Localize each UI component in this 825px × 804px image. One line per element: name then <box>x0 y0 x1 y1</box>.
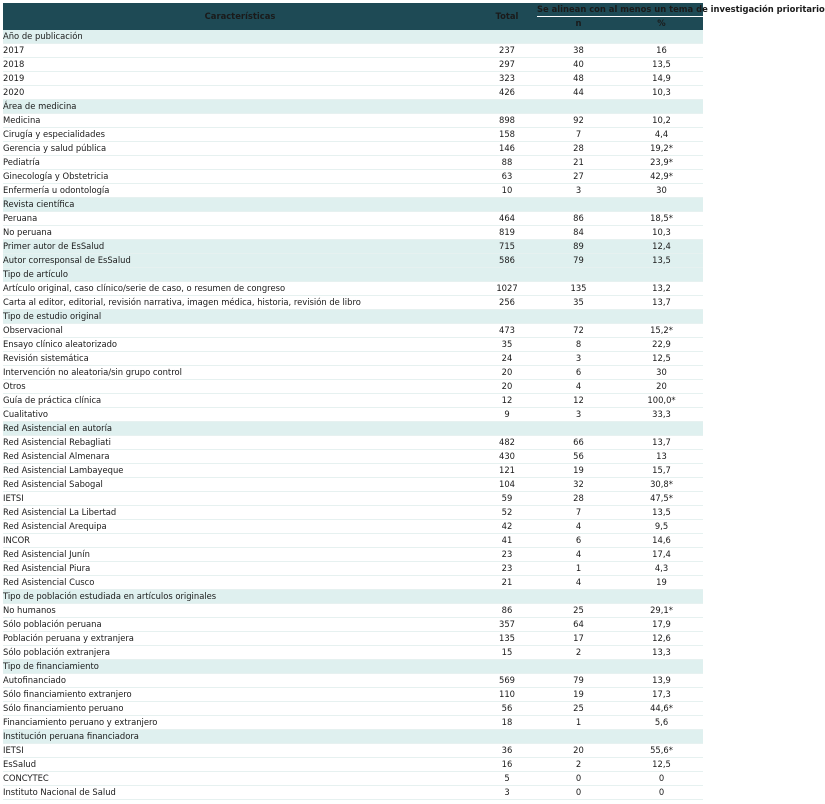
row-label: Red Asistencial Piura <box>3 562 477 576</box>
row-percent: 0 <box>620 772 703 786</box>
row-n: 8 <box>537 338 620 352</box>
section-row <box>3 422 703 436</box>
row-n: 25 <box>537 604 620 618</box>
row-percent: 13,5 <box>620 254 703 268</box>
section-row <box>3 730 703 744</box>
row-n: 89 <box>537 240 620 254</box>
row-total: 23 <box>477 548 537 562</box>
row-n: 0 <box>537 786 620 800</box>
section-row <box>3 240 703 254</box>
row-percent: 13 <box>620 450 703 464</box>
row-total <box>477 268 537 282</box>
characteristics-table <box>3 3 825 800</box>
header-priority-alignment: Se alinean con al menos un tema de investigación prioritario <box>537 3 703 17</box>
row-total: 9 <box>477 408 537 422</box>
row-total: 24 <box>477 352 537 366</box>
row-percent: 22,9 <box>620 338 703 352</box>
row-total: 473 <box>477 324 537 338</box>
row-percent: 19,2* <box>620 142 703 156</box>
row-percent: 13,5 <box>620 58 703 72</box>
row-n: 35 <box>537 296 620 310</box>
row-total: 10 <box>477 184 537 198</box>
row-n: 72 <box>537 324 620 338</box>
row-total: 36 <box>477 744 537 758</box>
row-label: Institución peruana financiadora <box>3 730 477 744</box>
table-row <box>3 674 703 688</box>
header-total: Total <box>477 3 537 30</box>
row-total: 21 <box>477 576 537 590</box>
row-n: 92 <box>537 114 620 128</box>
table-row <box>3 576 703 590</box>
row-label: Revista científica <box>3 198 477 212</box>
row-label: Red Asistencial Almenara <box>3 450 477 464</box>
row-total: 12 <box>477 394 537 408</box>
row-n: 32 <box>537 478 620 492</box>
row-n: 44 <box>537 86 620 100</box>
row-percent: 55,6* <box>620 744 703 758</box>
row-percent: 100,0* <box>620 394 703 408</box>
row-label: Población peruana y extranjera <box>3 632 477 646</box>
row-total: 41 <box>477 534 537 548</box>
row-percent: 12,5 <box>620 352 703 366</box>
section-row <box>3 198 703 212</box>
row-percent <box>620 422 703 436</box>
table-row <box>3 44 703 58</box>
row-n: 25 <box>537 702 620 716</box>
row-n <box>537 100 620 114</box>
row-percent: 47,5* <box>620 492 703 506</box>
row-label: Sólo población extranjera <box>3 646 477 660</box>
row-percent: 10,3 <box>620 86 703 100</box>
row-n: 21 <box>537 156 620 170</box>
row-total: 16 <box>477 758 537 772</box>
row-total: 135 <box>477 632 537 646</box>
row-percent: 14,6 <box>620 534 703 548</box>
row-label: No humanos <box>3 604 477 618</box>
table-body <box>3 30 703 800</box>
row-label: Medicina <box>3 114 477 128</box>
row-label: 2019 <box>3 72 477 86</box>
row-percent: 13,5 <box>620 506 703 520</box>
table-row <box>3 86 703 100</box>
table-row <box>3 716 703 730</box>
table-row <box>3 72 703 86</box>
table-row <box>3 744 703 758</box>
row-total: 20 <box>477 366 537 380</box>
row-percent: 44,6* <box>620 702 703 716</box>
row-label: Artículo original, caso clínico/serie de caso, o resumen de congreso <box>3 282 477 296</box>
table-row <box>3 646 703 660</box>
row-total <box>477 198 537 212</box>
row-n: 28 <box>537 142 620 156</box>
row-total <box>477 30 537 44</box>
row-label: Tipo de población estudiada en artículos originales <box>3 590 477 604</box>
row-label: Gerencia y salud pública <box>3 142 477 156</box>
section-row <box>3 310 703 324</box>
row-total: 237 <box>477 44 537 58</box>
table-row <box>3 338 703 352</box>
row-label: IETSI <box>3 744 477 758</box>
row-label: Cirugía y especialidades <box>3 128 477 142</box>
row-label: 2017 <box>3 44 477 58</box>
section-row <box>3 590 703 604</box>
row-total: 63 <box>477 170 537 184</box>
row-total: 256 <box>477 296 537 310</box>
row-percent: 29,1* <box>620 604 703 618</box>
row-label: Ginecología y Obstetricia <box>3 170 477 184</box>
table-row <box>3 212 703 226</box>
row-n: 66 <box>537 436 620 450</box>
row-total: 104 <box>477 478 537 492</box>
row-n: 79 <box>537 674 620 688</box>
row-n <box>537 310 620 324</box>
table-row <box>3 786 703 800</box>
row-percent: 4,3 <box>620 562 703 576</box>
row-label: Sólo población peruana <box>3 618 477 632</box>
row-total: 18 <box>477 716 537 730</box>
row-n <box>537 30 620 44</box>
table-row <box>3 184 703 198</box>
row-total: 357 <box>477 618 537 632</box>
row-label: Red Asistencial Sabogal <box>3 478 477 492</box>
row-percent: 10,2 <box>620 114 703 128</box>
row-label: Ensayo clínico aleatorizado <box>3 338 477 352</box>
row-label: Observacional <box>3 324 477 338</box>
row-n: 20 <box>537 744 620 758</box>
row-total: 20 <box>477 380 537 394</box>
table-row <box>3 324 703 338</box>
row-percent <box>620 730 703 744</box>
row-percent: 23,9* <box>620 156 703 170</box>
row-percent <box>620 198 703 212</box>
row-label: Cualitativo <box>3 408 477 422</box>
row-total <box>477 730 537 744</box>
table-row <box>3 114 703 128</box>
row-percent: 0 <box>620 786 703 800</box>
header-row <box>3 3 703 17</box>
row-total <box>477 422 537 436</box>
row-n <box>537 660 620 674</box>
row-label: EsSalud <box>3 758 477 772</box>
row-total: 569 <box>477 674 537 688</box>
section-row <box>3 100 703 114</box>
row-total: 464 <box>477 212 537 226</box>
section-row <box>3 660 703 674</box>
row-n: 38 <box>537 44 620 58</box>
row-n: 64 <box>537 618 620 632</box>
row-label: No peruana <box>3 226 477 240</box>
row-percent <box>620 660 703 674</box>
section-row <box>3 268 703 282</box>
row-total: 715 <box>477 240 537 254</box>
table-row <box>3 226 703 240</box>
table-row <box>3 464 703 478</box>
table-row <box>3 548 703 562</box>
table-row <box>3 128 703 142</box>
row-n <box>537 268 620 282</box>
table-row <box>3 366 703 380</box>
table-row <box>3 436 703 450</box>
row-n: 3 <box>537 408 620 422</box>
table-row <box>3 702 703 716</box>
row-n: 0 <box>537 772 620 786</box>
row-label: Enfermería u odontología <box>3 184 477 198</box>
table-row <box>3 170 703 184</box>
row-label: Intervención no aleatoria/sin grupo control <box>3 366 477 380</box>
row-n: 27 <box>537 170 620 184</box>
row-n: 2 <box>537 758 620 772</box>
row-n <box>537 730 620 744</box>
row-n: 7 <box>537 506 620 520</box>
row-percent: 13,3 <box>620 646 703 660</box>
row-percent: 13,9 <box>620 674 703 688</box>
row-total: 323 <box>477 72 537 86</box>
row-total: 898 <box>477 114 537 128</box>
row-percent: 15,2* <box>620 324 703 338</box>
table-row <box>3 408 703 422</box>
row-percent: 12,4 <box>620 240 703 254</box>
row-percent: 42,9* <box>620 170 703 184</box>
row-label: Tipo de financiamiento <box>3 660 477 674</box>
row-n: 4 <box>537 548 620 562</box>
row-label: Autor corresponsal de EsSalud <box>3 254 477 268</box>
table-row <box>3 282 703 296</box>
row-percent <box>620 590 703 604</box>
table-row <box>3 758 703 772</box>
row-label: Red Asistencial La Libertad <box>3 506 477 520</box>
row-label: Red Asistencial Arequipa <box>3 520 477 534</box>
table-header <box>3 3 825 30</box>
row-n: 48 <box>537 72 620 86</box>
table-row <box>3 478 703 492</box>
row-percent: 4,4 <box>620 128 703 142</box>
row-total: 110 <box>477 688 537 702</box>
row-total: 42 <box>477 520 537 534</box>
row-label: 2020 <box>3 86 477 100</box>
row-percent: 33,3 <box>620 408 703 422</box>
row-total: 158 <box>477 128 537 142</box>
row-percent: 17,4 <box>620 548 703 562</box>
row-label: Primer autor de EsSalud <box>3 240 477 254</box>
row-n: 56 <box>537 450 620 464</box>
row-percent: 20 <box>620 380 703 394</box>
row-n: 7 <box>537 128 620 142</box>
table-row <box>3 296 703 310</box>
row-n: 79 <box>537 254 620 268</box>
section-row <box>3 30 703 44</box>
header-percent: % <box>620 17 703 31</box>
row-total: 297 <box>477 58 537 72</box>
section-row <box>3 254 703 268</box>
row-total <box>477 660 537 674</box>
row-total: 88 <box>477 156 537 170</box>
row-label: Carta al editor, editorial, revisión narrativa, imagen médica, historia, revisión de libro <box>3 296 477 310</box>
row-n: 4 <box>537 576 620 590</box>
row-total: 586 <box>477 254 537 268</box>
row-percent: 30 <box>620 184 703 198</box>
row-total: 59 <box>477 492 537 506</box>
row-n: 3 <box>537 184 620 198</box>
row-n: 6 <box>537 366 620 380</box>
row-total <box>477 590 537 604</box>
row-label: Año de publicación <box>3 30 477 44</box>
row-total: 146 <box>477 142 537 156</box>
row-label: Otros <box>3 380 477 394</box>
row-total <box>477 310 537 324</box>
row-n: 84 <box>537 226 620 240</box>
row-total: 426 <box>477 86 537 100</box>
row-n: 86 <box>537 212 620 226</box>
header-n: n <box>537 17 620 31</box>
row-percent <box>620 310 703 324</box>
row-percent: 30 <box>620 366 703 380</box>
row-n: 4 <box>537 520 620 534</box>
header-characteristics: Características <box>3 3 477 30</box>
row-label: Red Asistencial Lambayeque <box>3 464 477 478</box>
row-label: Red Asistencial Junín <box>3 548 477 562</box>
row-n: 1 <box>537 716 620 730</box>
table-row <box>3 156 703 170</box>
table-row <box>3 142 703 156</box>
row-n: 17 <box>537 632 620 646</box>
row-n: 28 <box>537 492 620 506</box>
row-n: 1 <box>537 562 620 576</box>
row-percent: 17,9 <box>620 618 703 632</box>
row-label: Tipo de artículo <box>3 268 477 282</box>
row-n: 2 <box>537 646 620 660</box>
row-total: 23 <box>477 562 537 576</box>
row-percent: 9,5 <box>620 520 703 534</box>
row-label: Autofinanciado <box>3 674 477 688</box>
table-row <box>3 534 703 548</box>
row-n: 6 <box>537 534 620 548</box>
row-label: Guía de práctica clínica <box>3 394 477 408</box>
row-percent: 12,6 <box>620 632 703 646</box>
row-label: 2018 <box>3 58 477 72</box>
row-percent: 13,2 <box>620 282 703 296</box>
row-n: 4 <box>537 380 620 394</box>
row-n <box>537 590 620 604</box>
table-row <box>3 772 703 786</box>
row-label: Red Asistencial Rebagliati <box>3 436 477 450</box>
row-label: Sólo financiamiento peruano <box>3 702 477 716</box>
row-total: 819 <box>477 226 537 240</box>
table-row <box>3 632 703 646</box>
row-label: IETSI <box>3 492 477 506</box>
row-total <box>477 100 537 114</box>
table-row <box>3 520 703 534</box>
row-total: 86 <box>477 604 537 618</box>
table-row <box>3 562 703 576</box>
row-label: Red Asistencial en autoría <box>3 422 477 436</box>
row-percent: 10,3 <box>620 226 703 240</box>
row-label: Revisión sistemática <box>3 352 477 366</box>
row-percent: 13,7 <box>620 296 703 310</box>
row-n: 19 <box>537 464 620 478</box>
table-row <box>3 506 703 520</box>
row-n: 40 <box>537 58 620 72</box>
row-n: 12 <box>537 394 620 408</box>
row-percent <box>620 30 703 44</box>
row-total: 35 <box>477 338 537 352</box>
row-total: 1027 <box>477 282 537 296</box>
row-total: 482 <box>477 436 537 450</box>
row-percent: 15,7 <box>620 464 703 478</box>
row-label: Red Asistencial Cusco <box>3 576 477 590</box>
row-percent: 30,8* <box>620 478 703 492</box>
row-total: 3 <box>477 786 537 800</box>
table-row <box>3 618 703 632</box>
row-total: 5 <box>477 772 537 786</box>
row-label: Peruana <box>3 212 477 226</box>
row-percent: 5,6 <box>620 716 703 730</box>
table-row <box>3 604 703 618</box>
row-total: 121 <box>477 464 537 478</box>
row-label: Sólo financiamiento extranjero <box>3 688 477 702</box>
table-row <box>3 688 703 702</box>
table-row <box>3 450 703 464</box>
table-row <box>3 394 703 408</box>
row-percent: 17,3 <box>620 688 703 702</box>
row-label: CONCYTEC <box>3 772 477 786</box>
row-n: 135 <box>537 282 620 296</box>
row-label: Pediatría <box>3 156 477 170</box>
row-label: Área de medicina <box>3 100 477 114</box>
row-n: 19 <box>537 688 620 702</box>
row-percent <box>620 100 703 114</box>
row-n <box>537 422 620 436</box>
row-label: Tipo de estudio original <box>3 310 477 324</box>
row-percent <box>620 268 703 282</box>
row-n <box>537 198 620 212</box>
row-percent: 19 <box>620 576 703 590</box>
row-percent: 18,5* <box>620 212 703 226</box>
row-label: Instituto Nacional de Salud <box>3 786 477 800</box>
row-total: 52 <box>477 506 537 520</box>
row-n: 3 <box>537 352 620 366</box>
row-total: 56 <box>477 702 537 716</box>
row-total: 15 <box>477 646 537 660</box>
row-percent: 16 <box>620 44 703 58</box>
table-row <box>3 352 703 366</box>
row-percent: 12,5 <box>620 758 703 772</box>
table-row <box>3 380 703 394</box>
row-label: Financiamiento peruano y extranjero <box>3 716 477 730</box>
row-percent: 13,7 <box>620 436 703 450</box>
table-row <box>3 492 703 506</box>
row-total: 430 <box>477 450 537 464</box>
row-percent: 14,9 <box>620 72 703 86</box>
table-row <box>3 58 703 72</box>
row-label: INCOR <box>3 534 477 548</box>
